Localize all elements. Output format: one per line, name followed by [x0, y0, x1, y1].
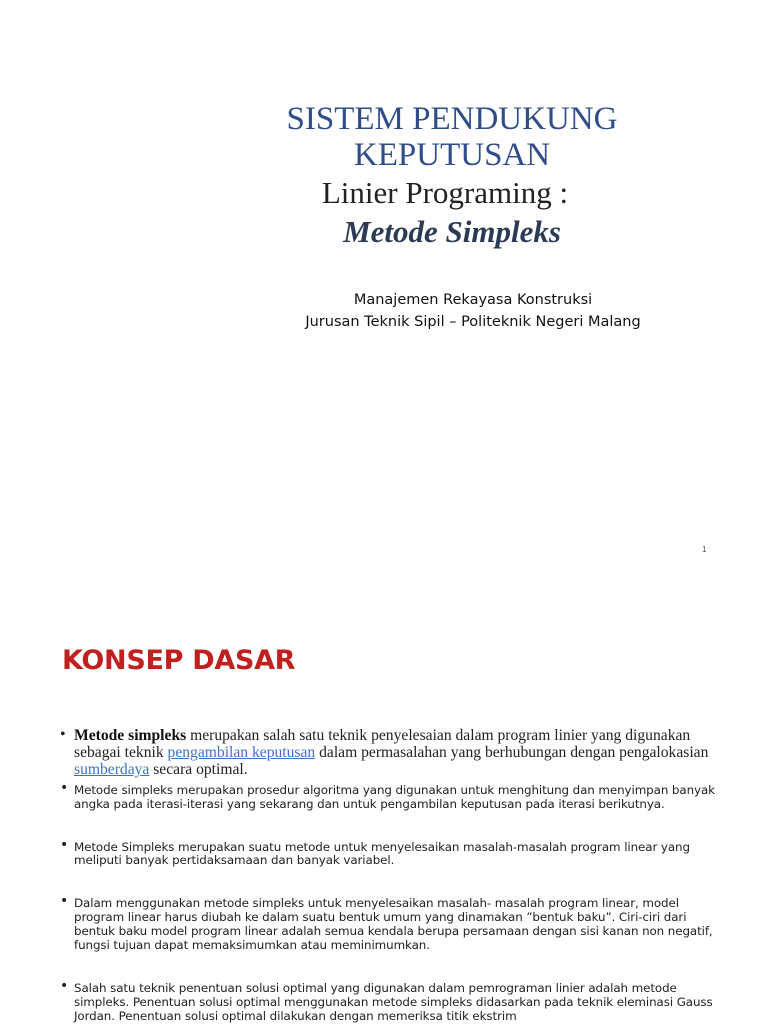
- bullet-text: Metode Simpleks merupakan suatu metode untuk menyelesaikan masalah-masalah program linear yang meliputi banyak pertidaksamaan dan banyak variabel.: [74, 839, 690, 868]
- title-line-3: Linier Programing :: [321, 175, 569, 210]
- bullet-item-4: [60, 893, 720, 952]
- bullet-item-5: [60, 978, 720, 1023]
- title-line-2: KEPUTUSAN: [353, 137, 551, 173]
- bullet-text: merupakan salah satu teknik penyelesaian dalam program linier yang digunakan sebagai teknik: [74, 727, 691, 761]
- bullet-dot-icon: •: [60, 978, 69, 995]
- link-sumberdaya[interactable]: sumberdaya: [74, 761, 150, 778]
- bold-term: Metode simpleks: [74, 727, 187, 744]
- page-number: 1: [702, 545, 707, 554]
- title-line-1: SISTEM PENDUKUNG: [286, 101, 618, 137]
- bullet-item-3: [60, 836, 720, 869]
- bullet-dot-icon: •: [60, 893, 69, 910]
- subtitle-line-1: Manajemen Rekayasa Konstruksi: [353, 292, 593, 308]
- link-pengambilan-keputusan[interactable]: pengambilan keputusan: [167, 744, 316, 761]
- bullet-dot-icon: •: [60, 726, 66, 743]
- bullet-item-2: [60, 780, 720, 812]
- bullet-text: Salah satu teknik penentuan solusi optimal yang digunakan dalam pemrograman linier adalah metode simpleks. Penentuan solusi optimal menggunakan metode simpleks didasarkan pada teknik eleminasi Gauss Jordan. Penentuan solusi optimal dilakukan dengan memeriksa titik ekstrim: [74, 981, 713, 1023]
- title-line-4: Metode Simpleks: [343, 214, 561, 249]
- bullet-item-1: [60, 727, 720, 778]
- subtitle-line-2: Jurusan Teknik Sipil – Politeknik Negeri Malang: [305, 314, 641, 330]
- bullet-dot-icon: •: [60, 836, 69, 853]
- bullet-text: secara optimal.: [149, 761, 248, 778]
- bullet-text: dalam permasalahan yang berhubungan dengan pengalokasian: [315, 744, 709, 761]
- bullet-list: [60, 727, 720, 1024]
- bullet-text: Dalam menggunakan metode simpleks untuk menyelesaikan masalah- masalah program linear, model program linear harus diubah ke dalam suatu bentuk umum yang dinamakan ”bentuk baku”. Ciri-ciri dari bentuk baku model program linear adalah semua kendala berupa persamaan dengan sisi kanan non negatif, fungsi tujuan dapat memaksimumkan atau meminimumkan.: [74, 896, 713, 952]
- bullet-text: Metode simpleks merupakan prosedur algoritma yang digunakan untuk menghitung dan menyimpan banyak angka pada iterasi-iterasi yang sekarang dan untuk pengambilan keputusan pada iterasi berikutnya.: [74, 783, 715, 811]
- section-heading: KONSEP DASAR: [62, 645, 296, 676]
- bullet-dot-icon: •: [60, 780, 69, 796]
- slide-2: [0, 590, 768, 1024]
